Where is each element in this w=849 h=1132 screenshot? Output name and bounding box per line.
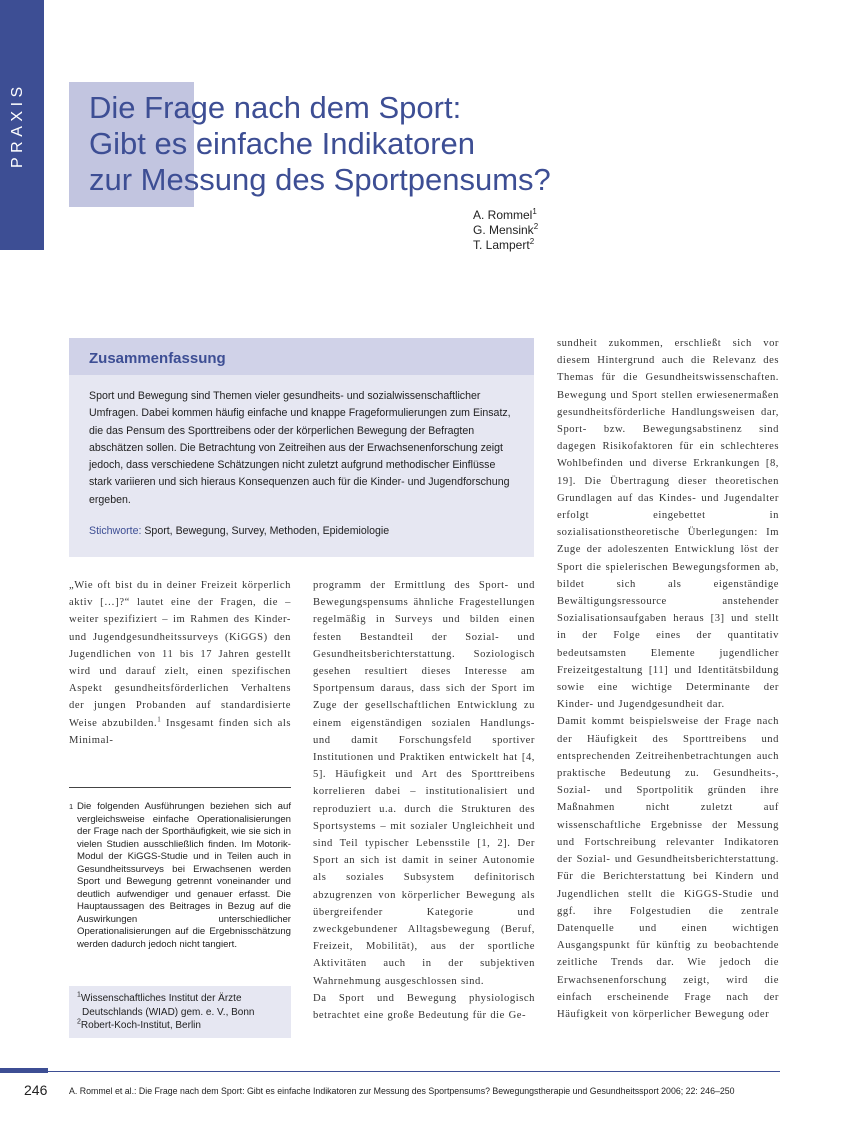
summary-box <box>69 338 534 557</box>
affiliation: $^1$Wissenschaftliches Institut der Ärzte <box>77 991 242 1004</box>
article-title <box>89 90 649 198</box>
footnote <box>69 801 291 951</box>
footnote-text: Die folgenden Ausführungen beziehen sich auf vergleichsweise einfache Operationalisierungen der Frage nach der Sporthäufigkeit, wie sie sich in vielen Studien ausschließlich finden. Im Motorik-Modul der KiGGS-Studie und in Teilen auch in Gesundheitssurveys bei Erwachsenen werden Sport und Bewegung getrennt voneinander und deutlich aufwendiger und genauer erfasst. Die Hauptaussagen des Beitrages in Bezug auf die Auswirkungen unterschiedlicher Operationalisierungen auf die Ergebnisschätzung werden dadurch jedoch nicht tangiert. <box>77 801 291 950</box>
keywords <box>89 525 519 537</box>
section-label: PRAXIS <box>9 82 26 168</box>
author: G. Mensink$^2$ <box>473 222 539 237</box>
footer-accent <box>0 1068 48 1073</box>
paragraph: Damit kommt beispielsweise der Frage nach der Häufigkeit des Sporttreibens und entsprechenden Zeitreihenbetrachtungen auch praktische Bedeutung zu. Gesundheits-, Sozial- und Sportpolitik gründen ihre Maßnahmen nicht zuletzt auf wissenschaftliche Ergebnisse der Messung und Fortschreibung relevanter Indikatoren der Sozial- und Gesundheitsberichterstattung. Für die Berichterstattung bei Kindern und Jugendlichen stellt die KiGGS-Studie und ggf. ihre Folgestudien die zentrale Datenquelle und einen wichtigen Ausgangspunkt für künftig zu beobachtende zeitliche Trends dar. Wie jedoch die Erwachsenenforschung zeigt, wird die einfach erscheinende Frage nach der Häufigkeit von körperlicher Bewegung oder <box>557 716 779 1020</box>
body-column-3 <box>557 335 779 1023</box>
affiliations-box <box>69 986 291 1038</box>
page-number: 246 <box>24 1082 48 1098</box>
paragraph: Da Sport und Bewegung physiologisch betrachtet eine große Bedeutung für die Ge- <box>313 992 535 1022</box>
paragraph: „Wie oft bist du in deiner Freizeit körperlich aktiv […]?“ lautet eine der Fragen, die – weiter spezifiziert – im Rahmen des Kinder- und Jugendgesundheitssurveys (KiGGS) den Jugendlichen von 11 bis 17 Jahren gestellt wird und darauf zielt, einen spezifischen Aspekt gesundheitsförderlichen Verhaltens der jungen Probanden auf standardisierte Weise abzubilden.$^1$ Insgesamt finden sich als Minimal- <box>69 580 291 746</box>
title-line-3: zur Messung des Sportpensums? <box>89 162 551 197</box>
author: T. Lampert$^2$ <box>473 237 535 252</box>
summary-heading: Zusammenfassung <box>89 350 226 367</box>
footer-citation: A. Rommel et al.: Die Frage nach dem Sport: Gibt es einfache Indikatoren zur Messung des Sportpensums? Bewegungstherapie und Gesundheitssport 2006; 22: 246–250 <box>69 1086 735 1096</box>
body-column-1 <box>69 577 291 749</box>
affiliation-line: Deutschlands (WIAD) gem. e. V., Bonn <box>82 1006 255 1018</box>
title-line-2: Gibt es einfache Indikatoren <box>89 126 476 161</box>
section-sidebar <box>0 0 44 250</box>
footnote-number: 1 <box>69 802 74 811</box>
paragraph: sundheit zukommen, erschließt sich vor diesem Hintergrund auch die Relevanz des Themas für die Gesundheitswissenschaften. Bewegung und Sport stellen erwiesenermaßen gesundheitsförderliche Handlungsweisen dar, Sport- bzw. Bewegungsabstinenz sind dagegen Risikofaktoren für ein schlechteres Wohlbefinden und diverse Erkrankungen [8, 19]. Die Übertragung dieser theoretischen Grundlagen auf das Kindes- und Jugendalter erfolgt eingebettet in sozialisationstheoretische Überlegungen: Im Zuge der adoleszenten Entwicklung löst der Sport die spielerischen Bewegungsformen ab, bildet sich als eigenständige Bewältigungsressource anstehender Sozialisationsaufgaben heraus [3] und stellt in der Folge eines der quantitativ bedeutsamsten Elemente jugendlicher Freizeitgestaltung [11] und Identitätsbildung sowie eine wichtige Determinante der Kinder- und Jugendgesundheit dar. <box>557 338 779 711</box>
keywords-label: Stichworte: <box>89 525 142 537</box>
author: A. Rommel$^1$ <box>473 207 537 222</box>
paragraph: programm der Ermittlung des Sport- und Bewegungspensums ähnliche Fragestellungen regelmäßig in Surveys und bilden einen festen Bestandteil der Sozial- und Gesundheitsberichterstattung. Soziologisch gesehen resultiert dieses Interesse am Sportpensum daraus, dass sich der Sport im Zuge der gesellschaftlichen Entwicklung zu einem eigenständigen sozialen Handlungs- und damit Forschungsfeld sportiver Institutionen und Praktiken entwickelt hat [4, 5]. Häufigkeit und Art des Sporttreibens korrelieren dabei – institutionalisiert und reproduziert u.a. durch die Strukturen des Sportsystems – mit sozialer Ungleichheit und sind Teil typischer Lebensstile [1, 2]. Der Sport an sich ist damit in seiner Autonomie als soziales Subsystem definitorisch abzugrenzen von körperlicher Bewegung als übergreifender Kategorie und zweckgebundener Alltagsbewegung (Beruf, Freizeit, Mobilität), aus der sportliche Aktivitäten auch in der subjektiven Wahrnehmung ausgeschlossen sind. <box>313 580 535 987</box>
keywords-list: Sport, Bewegung, Survey, Methoden, Epidemiologie <box>144 525 390 537</box>
footnote-divider <box>69 787 291 788</box>
summary-text: Sport und Bewegung sind Themen vieler gesundheits- und sozialwissenschaftlicher Umfragen. Dabei kommen häufig einfache und knappe Frageformulierungen zum Einsatz, die das Pensum des Sporttreibens oder der körperlichen Bewegung der Befragten abschätzen sollen. Die Betrachtung von Zeitreihen aus der Erwachsenenforschung zeigt jedoch, dass verschiedene Schätzungen nicht zuletzt aufgrund methodischer Einflüsse stark variieren und sich hieraus Konsequenzen auch für die Kinder- und Jugendforschung ergeben. <box>89 390 511 506</box>
author-list <box>473 208 538 253</box>
title-line-1: Die Frage nach dem Sport: <box>89 90 462 125</box>
footnote-ref[interactable]: 1 <box>157 715 162 724</box>
affiliation: $^2$Robert-Koch-Institut, Berlin <box>77 1018 201 1031</box>
footer-divider <box>48 1071 780 1072</box>
body-column-2 <box>313 577 535 1024</box>
